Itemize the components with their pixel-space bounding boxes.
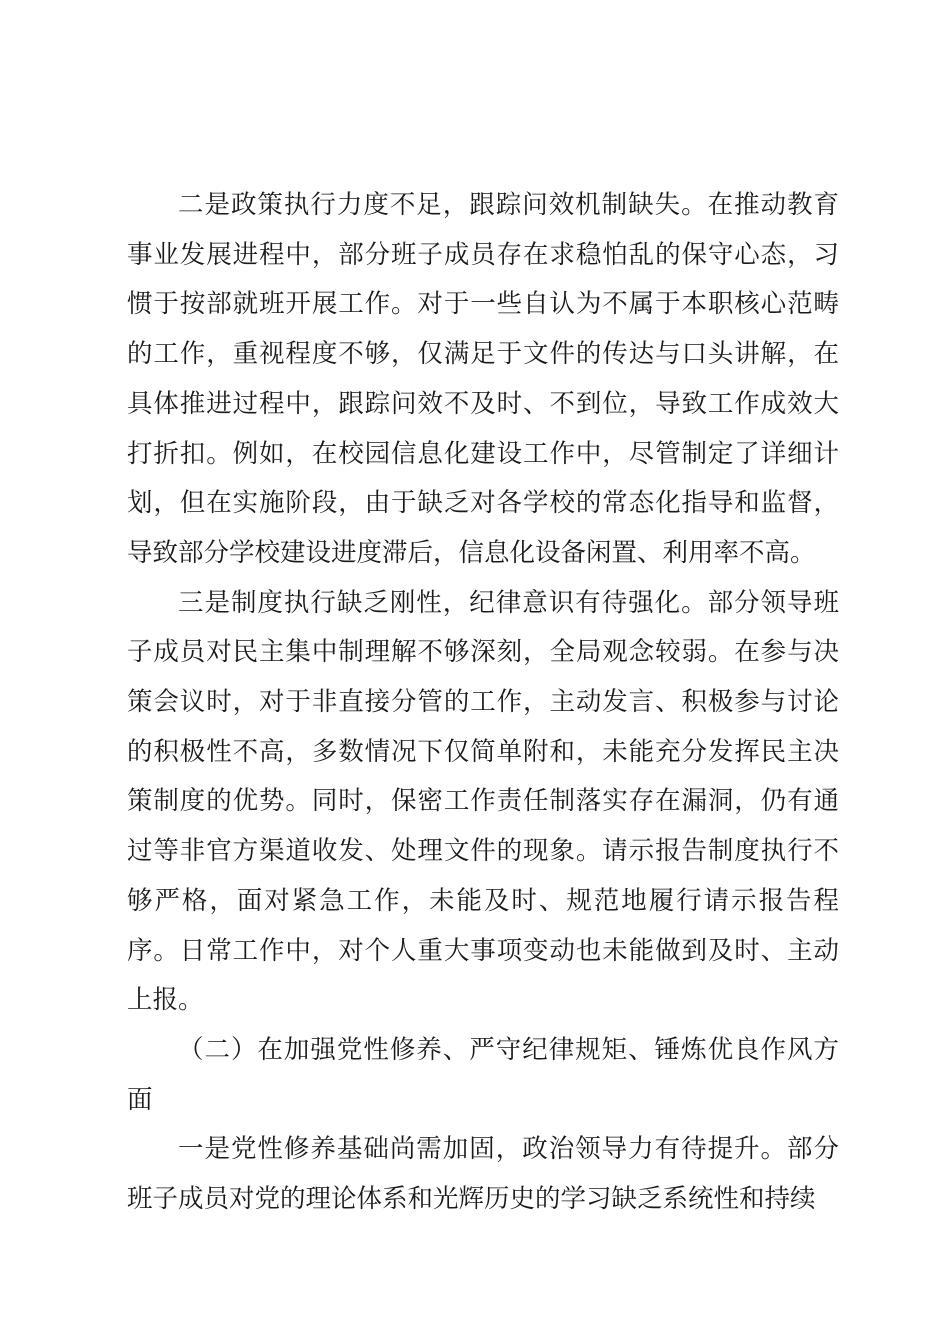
- paragraph-policy-execution: 二是政策执行力度不足，跟踪问效机制缺失。在推动教育事业发展进程中，部分班子成员存在求稳怕乱的保守心态，习惯于按部就班开展工作。对于一些自认为不属于本职核心范畴的工作，重视程度不够，仅满足于文件的传达与口头讲解，在具体推进过程中，跟踪问效不及时、不到位，导致工作成效大打折扣。例如，在校园信息化建设工作中，尽管制定了详细计划，但在实施阶段，由于缺乏对各学校的常态化指导和监督，导致部分学校建设进度滞后，信息化设备闲置、利用率不高。: [127, 190, 839, 568]
- paragraph-party-cultivation: 一是党性修养基础尚需加固，政治领导力有待提升。部分班子成员对党的理论体系和光辉历史的学习缺乏系统性和持续: [127, 1134, 839, 1215]
- section-heading-party-spirit: （二）在加强党性修养、严守纪律规矩、锤炼优良作风方面: [127, 1034, 839, 1115]
- paragraph-system-execution: 三是制度执行缺乏刚性，纪律意识有待强化。部分领导班子成员对民主集中制理解不够深刻，全局观念较弱。在参与决策会议时，对于非直接分管的工作，主动发言、积极参与讨论的积极性不高，多数情况下仅简单附和，未能充分发挥民主决策制度的优势。同时，保密工作责任制落实存在漏洞，仍有通过等非官方渠道收发、处理文件的现象。请示报告制度执行不够严格，面对紧急工作，未能及时、规范地履行请示报告程序。日常工作中，对个人重大事项变动也未能做到及时、主动上报。: [127, 587, 839, 1016]
- document-body: [127, 181, 839, 1225]
